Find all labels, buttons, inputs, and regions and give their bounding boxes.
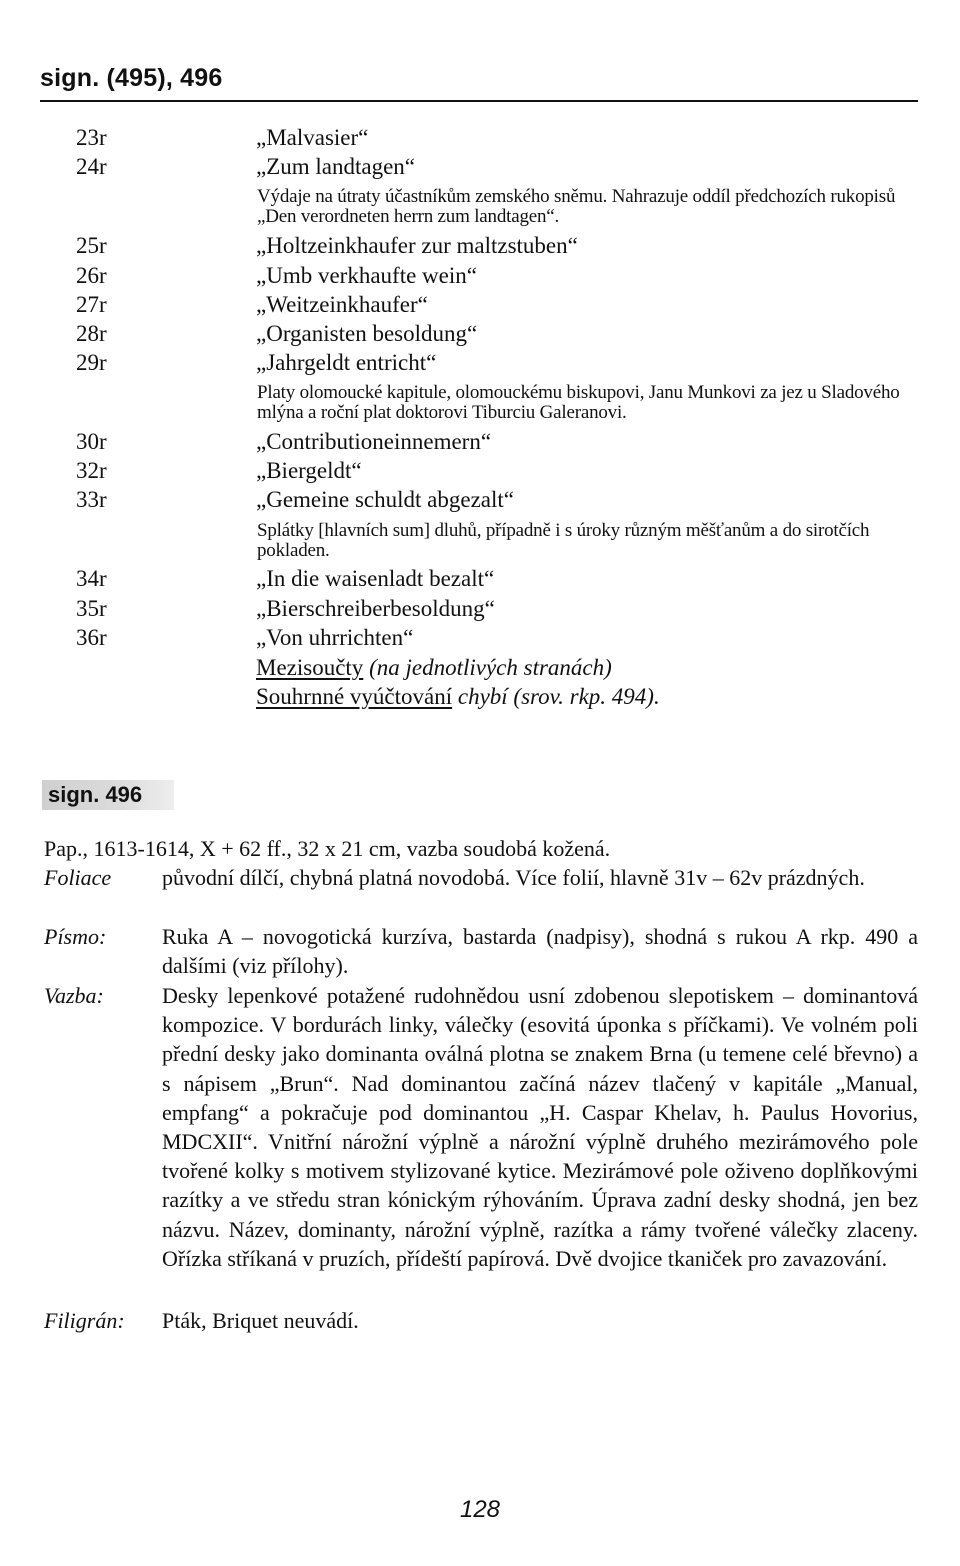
field-text-pismo: Ruka A – novogotická kurzíva, bastarda (nadpisy), shodná s rukou A rkp. 490 a dalšími (viz přílohy). bbox=[162, 924, 918, 979]
toc-folio: 33r bbox=[76, 487, 107, 512]
running-head: sign. (495), 496 bbox=[40, 64, 223, 92]
summary-italic: (na jednotlivých stranách) bbox=[363, 655, 612, 680]
toc-folio: 23r bbox=[76, 125, 107, 150]
field-label-filigran: Filigrán: bbox=[44, 1308, 125, 1333]
field-text-filigran: Pták, Briquet neuvádí. bbox=[162, 1308, 359, 1333]
toc-title: „Bierschreiberbesoldung“ bbox=[256, 596, 495, 621]
summary-underlined: Souhrnné vyúčtování bbox=[256, 684, 453, 709]
toc-title: „Holtzeinkhaufer zur maltzstuben“ bbox=[256, 233, 578, 258]
field-label-pismo: Písmo: bbox=[44, 924, 107, 949]
toc-title: „Von uhrrichten“ bbox=[256, 625, 414, 650]
summary-italic: chybí (srov. rkp. 494). bbox=[452, 684, 660, 709]
toc-title: „Zum landtagen“ bbox=[256, 154, 416, 179]
toc-note: Výdaje na útraty účastníkům zemského sněmu. Nahrazuje oddíl předchozích rukopisů „Den verordneten herrn zum landtagen“. bbox=[257, 186, 896, 227]
toc-title: „Biergeldt“ bbox=[256, 458, 362, 483]
toc-folio: 28r bbox=[76, 321, 107, 346]
toc-folio: 27r bbox=[76, 292, 107, 317]
section-heading: sign. 496 bbox=[42, 780, 174, 810]
toc-title: „Weitzeinkhaufer“ bbox=[256, 292, 428, 317]
toc-title: „Malvasier“ bbox=[256, 125, 369, 150]
header-rule bbox=[40, 100, 918, 102]
field-label-foliace: Foliace bbox=[44, 865, 112, 890]
toc-title: „Umb verkhaufte wein“ bbox=[256, 263, 477, 288]
toc-title: „Contributioneinnemern“ bbox=[256, 429, 492, 454]
toc-folio: 24r bbox=[76, 154, 107, 179]
page-number: 128 bbox=[459, 1496, 501, 1523]
toc-title: „Jahrgeldt entricht“ bbox=[256, 350, 437, 375]
physical-description: Pap., 1613-1614, X + 62 ff., 32 x 21 cm, vazba soudobá kožená. bbox=[44, 836, 611, 861]
toc-folio: 25r bbox=[76, 233, 107, 258]
toc-folio: 32r bbox=[76, 458, 107, 483]
summary-underlined: Mezisoučty bbox=[256, 655, 364, 680]
toc-note: Platy olomoucké kapitule, olomouckému biskupovi, Janu Munkovi za jez u Sladového mlýna a roční plat doktorovi Tiburciu Galeranovi. bbox=[257, 382, 900, 423]
toc-note: Splátky [hlavních sum] dluhů, případně i s úroky různým měšťanům a do sirotčích pokladen. bbox=[257, 520, 870, 561]
toc-folio: 34r bbox=[76, 566, 107, 591]
toc-title: „Gemeine schuldt abgezalt“ bbox=[256, 487, 514, 512]
toc-folio: 36r bbox=[76, 625, 107, 650]
toc-folio: 26r bbox=[76, 263, 107, 288]
toc-folio: 29r bbox=[76, 350, 107, 375]
toc-title: „Organisten besoldung“ bbox=[256, 321, 478, 346]
toc-title: „In die waisenladt bezalt“ bbox=[256, 566, 495, 591]
toc-folio: 35r bbox=[76, 596, 107, 621]
field-text-foliace: původní dílčí, chybná platná novodobá. Více folií, hlavně 31v – 62v prázdných. bbox=[162, 865, 865, 890]
toc-folio: 30r bbox=[76, 429, 107, 454]
field-text-vazba: Desky lepenkové potažené rudohnědou usní zdobenou slepotiskem – dominantová kompozice. V bordurách linky, válečky (esovitá úponka s příčkami). Ve volném poli přední desky jako dominanta oválná plotna se znakem Brna (u temene celé břevno) a s nápisem „Brun“. Nad dominantou začíná název tlačený v kapitále „Manual, empfang“ a pokračuje pod dominantou „H. Caspar Khelav, h. Paulus Hovorius, MDCXII“. Vnitřní nárožní výplně a nárožní výplně druhého mezirámového pole tvořené kolky s motivem stylizované kytice. Mezirámové pole oživeno doplňkovými razítky a ve středu stran kónickým rýhováním. Úprava zadní desky shodná, jen bez názvu. Název, dominanty, nárožní výplně, razítka a rámy tvořené válečky zlaceny. Ořízka stříkaná v pruzích, přídeští papírová. Dvě dvojice tkaniček pro zavazování. bbox=[162, 983, 918, 1271]
field-label-vazba: Vazba: bbox=[44, 983, 104, 1008]
